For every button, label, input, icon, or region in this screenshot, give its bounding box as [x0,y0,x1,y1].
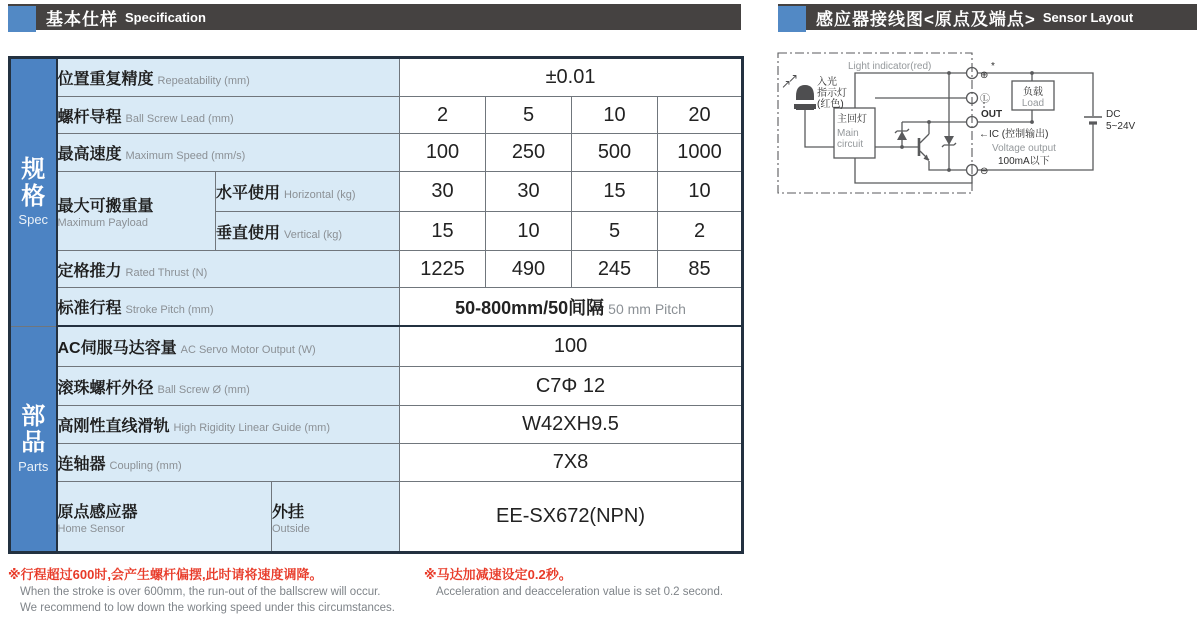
cell-value: 2 [400,97,486,134]
spec-header-zh: 基本仕样 [46,9,118,29]
cell-value: 50-800mm/50间隔 50 mm Pitch [400,288,743,327]
group-header-spec [10,58,57,327]
footnote-en: We recommend to low down the working speed under this circumstances. [20,601,395,614]
cell-value: 10 [486,212,572,251]
spec-section-header [8,4,741,30]
row-label: 高刚性直线滑轨 High Rigidity Linear Guide (mm) [57,406,400,444]
wire [805,109,834,147]
footnote-acceleration [424,566,723,600]
asterisk-mark: * [991,61,995,72]
load-label-zh: 负载 [1023,87,1043,98]
row-label: 连轴器 Coupling (mm) [57,444,400,482]
row-label: 最高速度 Maximum Speed (mm/s) [57,134,400,172]
cell-value: 245 [572,251,658,288]
cell-value: 100 [400,134,486,172]
blue-accent-square [8,6,36,32]
light-indicator-label-zh: 指示灯 [817,88,847,99]
group-spec-en: Spec [18,212,49,228]
cell-value: 1000 [658,134,743,172]
light-indicator-label-zh: 入光 [817,77,837,88]
table-row-linear-guide [10,406,743,444]
main-circuit-label-zh: 主回灯 [837,114,867,125]
dc-label: DC [1106,109,1121,120]
row-label: 滚珠螺杆外径 Ball Screw Ø (mm) [57,367,400,406]
table-row-ball-screw-dia [10,367,743,406]
row-label-home-sensor: 原点感应器 Home Sensor [57,482,272,553]
zener-diode-icon [944,136,954,145]
blue-accent-square [778,6,806,32]
cell-value: ±0.01 [400,58,743,97]
spec-table [8,56,744,554]
cell-value: W42XH9.5 [400,406,743,444]
minus-terminal-symbol: ⊖ [980,166,989,177]
group-parts-en: Parts [18,458,49,474]
footnote-en: When the stroke is over 600mm, the run-out of the ballscrew will occur. [20,585,381,598]
light-indicator-label-en: Light indicator(red) [848,61,932,72]
cell-value: 85 [658,251,743,288]
led-base [794,104,816,109]
ic-control-output-label: ←IC (控制输出) [979,129,1049,140]
table-row-stroke-pitch [10,288,743,327]
cell-value: 30 [486,172,572,212]
cell-value: 15 [572,172,658,212]
cell-value: 10 [658,172,743,212]
footnote-zh: ※马达加减速设定0.2秒。 [424,567,572,582]
main-circuit-label-en: Main [837,128,859,139]
table-row-rated-thrust [10,251,743,288]
group-spec-zh: 规格 [21,156,46,210]
table-row-max-speed [10,134,743,172]
table-row-payload-horizontal [10,172,743,212]
junction-dot [1030,71,1034,75]
load-label-en: Load [1021,98,1045,109]
spec-header-en: Specification [125,9,206,25]
group-parts-zh: 部品 [21,402,46,457]
cell-value: 500 [572,134,658,172]
footnote-zh: ※行程超过600时,会产生螺杆偏摆,此时请将速度调降。 [8,567,323,582]
table-row-servo-output [10,326,743,367]
led-band [795,100,815,104]
cell-value: 490 [486,251,572,288]
cell-value: C7Φ 12 [400,367,743,406]
cell-value: 100 [400,326,743,367]
row-sublabel: 水平使用 Horizontal (kg) [216,172,400,212]
sensor-header-zh: 感应器接线图<原点及端点> [816,9,1036,29]
row-label: 标准行程 Stroke Pitch (mm) [57,288,400,327]
row-sublabel: 垂直使用 Vertical (kg) [216,212,400,251]
sensor-section-header [778,4,1197,30]
cell-value: 15 [400,212,486,251]
table-row-ball-screw-lead [10,97,743,134]
light-ray-arrow-icon: ↗ [788,71,799,85]
row-label-max-payload: 最大可搬重量 Maximum Payload [57,172,216,251]
junction-dot [947,168,951,172]
cell-value: 2 [658,212,743,251]
junction-dot [927,120,931,124]
cell-value: 7X8 [400,444,743,482]
sensor-wiring-diagram [770,40,1200,215]
light-indicator-label-zh: (红色) [817,99,844,110]
cell-value: 5 [486,97,572,134]
zener-diode-icon [897,131,907,140]
row-sublabel-outside: 外挂 Outside [272,482,400,553]
row-label: 位置重复精度 Repeatability (mm) [57,58,400,97]
plus-terminal-symbol: ⊕ [980,70,989,81]
light-ray-arrow-icon: ↗ [781,77,792,91]
voltage-output-label: Voltage output [992,143,1056,154]
main-circuit-label-en: circuit [837,139,864,150]
table-row-coupling [10,444,743,482]
footnote-en: Acceleration and deacceleration value is set 0.2 second. [436,585,724,598]
current-limit-label: 100mA以下 [998,156,1050,167]
table-row-repeatability [10,58,743,97]
cell-value: EE-SX672(NPN) [400,482,743,553]
out-terminal-label: OUT [981,109,1003,120]
junction-dot [900,145,904,149]
row-label: AC伺服马达容量 AC Servo Motor Output (W) [57,326,400,367]
sensor-header-en: Sensor Layout [1042,9,1134,25]
l-terminal-symbol: Ⓛ [980,94,990,105]
group-header-parts [10,326,57,553]
cell-value: 20 [658,97,743,134]
cell-value: 5 [572,212,658,251]
footnote-stroke-warning [8,566,395,616]
dc-voltage-label: 5~24V [1106,121,1136,132]
cell-value: 10 [572,97,658,134]
wire [929,161,966,170]
junction-dot [947,71,951,75]
cell-value: 30 [400,172,486,212]
cell-value: 250 [486,134,572,172]
table-row-home-sensor [10,482,743,553]
cell-value: 1225 [400,251,486,288]
row-label: 螺杆导程 Ball Screw Lead (mm) [57,97,400,134]
junction-dot [1030,120,1034,124]
row-label: 定格推力 Rated Thrust (N) [57,251,400,288]
